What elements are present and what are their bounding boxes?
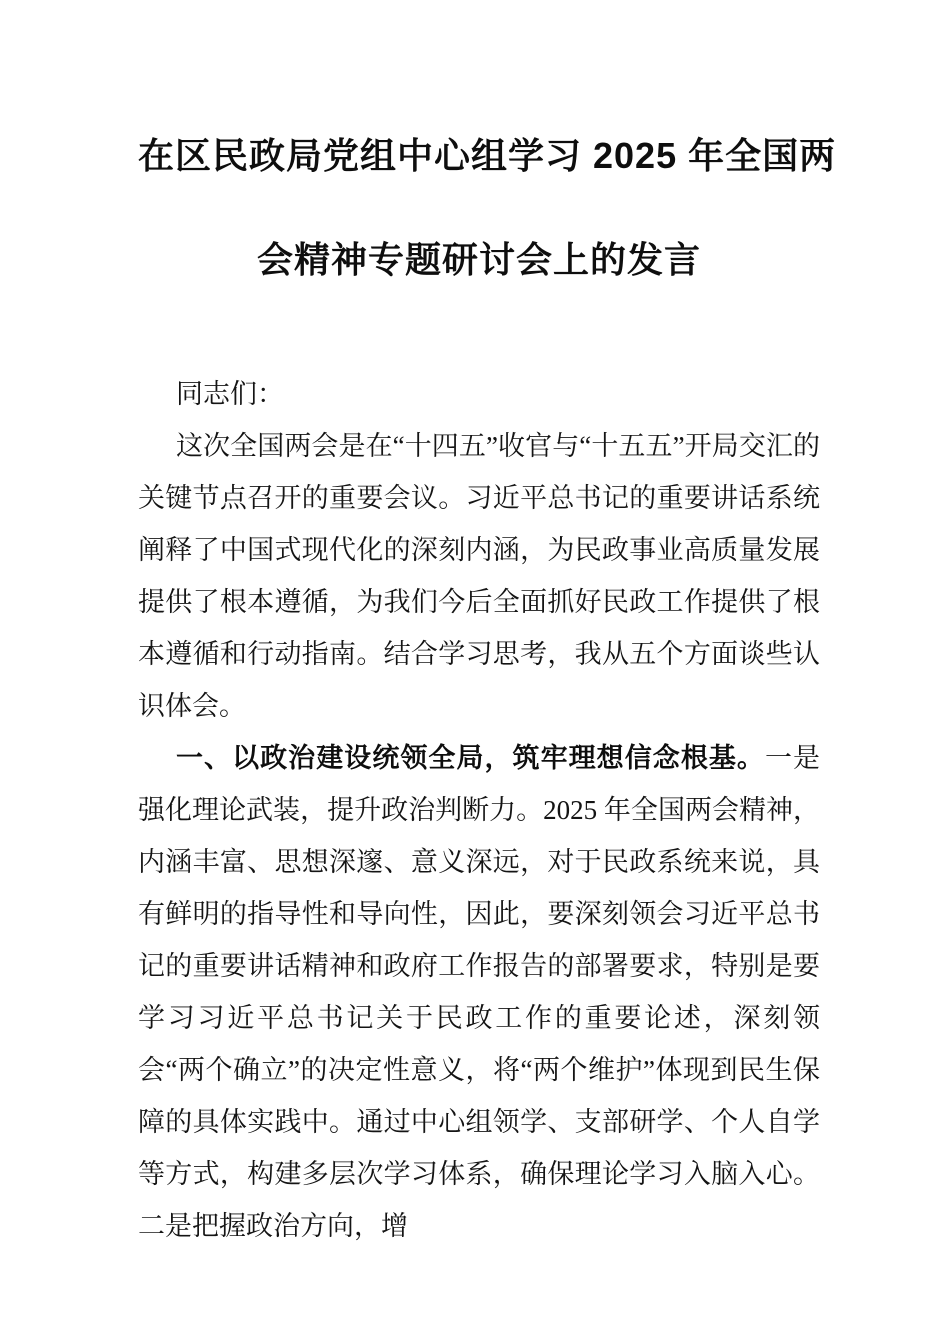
document-title-line-2: 会精神专题研讨会上的发言 bbox=[256, 239, 701, 280]
paragraph-intro: 这次全国两会是在“十四五”收官与“十五五”开局交汇的关键节点召开的重要会议。习近平总书记的重要讲话系统阐释了中国式现代化的深刻内涵，为民政事业高质量发展提供了根本遵循，为我们今后全面抓好民政工作提供了根本遵循和行动指南。结合学习思考，我从五个方面谈些认识体会。 bbox=[138, 431, 820, 721]
section-one-text: 一是强化理论武装，提升政治判断力。2025 年全国两会精神，内涵丰富、思想深邃、意义深远，对于民政系统来说，具有鲜明的指导性和导向性，因此，要深刻领会习近平总书记的重要讲话精神和政府工作报告的部署要求，特别是要学习习近平总书记关于民政工作的重要论述，深刻领会“两个确立”的决定性意义，将“两个维护”体现到民生保障的具体实践中。通过中心组领学、支部研学、个人自学等方式，构建多层次学习体系，确保理论学习入脑入心。二是把握政治方向，增 bbox=[138, 743, 821, 1241]
document-title-line-1: 在区民政局党组中心组学习 2025 年全国两 bbox=[138, 135, 837, 176]
document-body bbox=[138, 368, 820, 1252]
paragraph-section-one bbox=[138, 732, 820, 1252]
salutation: 同志们： bbox=[176, 379, 284, 409]
section-one-heading: 一、以政治建设统领全局，筑牢理想信念根基。 bbox=[176, 743, 765, 773]
document-title bbox=[138, 104, 837, 312]
